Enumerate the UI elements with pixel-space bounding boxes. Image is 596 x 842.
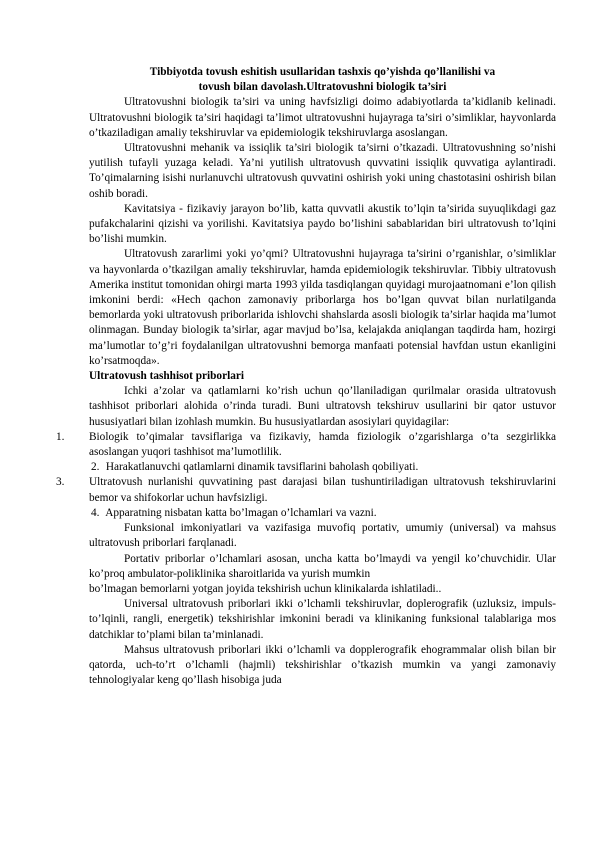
paragraph-special: Mahsus ultratovush priborlari ikki o’lchamli va dopplerografik ehogrammalar olish bilan bir qatorda, uch-to’rt o’lchamli (hajmli) tekshirishlar o’tkazish mumkin va yangi zamonaviy tehnologiyalar keng qo’llash hisobiga juda (89, 643, 556, 687)
list-item-text: Biologik to’qimalar tavsiflariga va fizikaviy, hamda fiziologik o’zgarishlarga o’ta sezgirlikka asoslangan yuqori tashhisot ma’lumotlilik. (89, 430, 556, 459)
list-item (89, 506, 556, 521)
list-item-number: 2. (91, 461, 100, 474)
section-heading: Ultratovush tashhisot priborlari (89, 370, 245, 383)
list-item-text: Apparatning nisbatan katta bo’lmagan o’lchamlari va vazni. (105, 506, 377, 519)
title-line-1: Tibbiyotda tovush eshitish usullaridan tashxis qo’yishda qo’llanilishi va (149, 66, 496, 78)
document-body (56, 65, 556, 688)
paragraph-portable-b: bo’lmagan bemorlarni yotgan joyida tekshirish uchun klinikalarda ishlatiladi.. (89, 582, 442, 595)
paragraph-universal: Universal ultratovush priborlari ikki o’lchamli tekshiruvlar, doplerografik (uzluksiz, impuls-to’lqinli, rangli, energetik) tekshirishlar imkonini beradi va klinikaning funksional talablariga mos datchiklar to’plami bilan ta’minlanadi. (89, 598, 556, 641)
list-item (56, 430, 556, 460)
paragraph-portable-a: Portativ priborlar o’lchamlari asosan, uncha katta bo’lmaydi va yengil ko’chuvchidir. Ular ko’proq ambulator-poliklinika sharoitlarida va yurish mumkin (89, 552, 556, 580)
list-item-number: 3. (56, 476, 65, 489)
title-line-2: tovush bilan davolash.Ultratovushni biologik ta’siri (198, 81, 447, 94)
list-item (56, 475, 556, 505)
list-item-text: Harakatlanuvchi qatlamlarni dinamik tavsiflarini baholash qobiliyati. (105, 461, 419, 474)
paragraph-devices-intro: Ichki a’zolar va qatlamlarni ko’rish uchun qo’llaniladigan qurilmalar orasida ultratovush tashhisot priborlari alohida o’rinda turadi. Buni ultratovsh tekshiruv usullarini bir qator ustuvor hususiyatlari bilan izohlash mumkin. Bu hususiyatlardan asosiylari quyidagilar: (89, 385, 556, 428)
document-title (89, 65, 556, 95)
list-item (89, 460, 556, 475)
list-item-number: 1. (56, 430, 65, 443)
features-list (56, 430, 556, 521)
list-item-number: 4. (91, 506, 100, 519)
paragraph-biological-effect: Ultratovushni biologik ta’siri va uning havfsizligi doimo adabiyotlarda ta’kidlanib kelinadi. Ultratovushni biologik ta’siri haqidagi ta’limot ultratovushni hujayraga ta’siri o’simliklar, hayvonlarda o’tkaziladigan amaliy tekshiruvlar va epidemiologik tekshiruvlarga asoslangan. (89, 96, 556, 139)
paragraph-harmfulness: Ultratovush zararlimi yoki yo’qmi? Ultratovushni hujayraga ta’sirini o’rganishlar, o’simliklar va hayvonlarda o’tkazilgan amaliy tekshiruvlar, hamda epidemiologik tekshiruvlar. Tibbiy ultratovush Amerika institut tomonidan ohirgi marta 1993 yilda tasdiqlangan quyidagi murojaatnomani e’lon qilish imkonini berdi: «Hech qachon zamonaviy priborlarga hos bo’lgan quvvat bilan nurlatilganda bemorlarda yoki ultratovush priborlarida ishlovchi shahslarda asosli biologik ta’sirlar haqida ma’lumot olinmagan. Bunday biologik ta’sirlar, agar mavjud bo’lsa, kelajakda aniqlangan taqdirda ham, hozirgi ma’lumotlar to’g’ri foydalanilgan ultratovushni bemorga manfaati potensial havfdan ustun ekanligini ko’rsatmoqda». (89, 248, 556, 367)
paragraph-device-types: Funksional imkoniyatlari va vazifasiga muvofiq portativ, umumiy (universal) va mahsus ultratovush priborlari farqlanadi. (89, 522, 556, 550)
paragraph-cavitation: Kavitatsiya - fizikaviy jarayon bo’lib, katta quvvatli akustik to’lqin ta’sirida suyuqlikdagi gaz pufakchalarini qizishi va yorilishi. Kavitatsiya paydo bo’lishini sabablaridan biri ultratovush to’lqini bo’lishi mumkin. (89, 202, 556, 246)
list-item-text: Ultratovush nurlanishi quvvatining past darajasi bilan tushuntiriladigan ultratovush tekshiruvlarini bemor va shifokorlar uchun havfsizligi. (89, 476, 556, 504)
paragraph-mechanical-thermal: Ultratovushni mehanik va issiqlik ta’siri biologik ta’sirni o’tkazadi. Ultratovushning so’nishi yutilish tufayli yuzaga keladi. Ya’ni yutilish ultratovush quvvatini issiqlik quvvatiga aylantiradi. To’qimalarning isishi nurlanuvchi ultratovush quvvatini oshirish yoki uning chastotasini oshirish bilan oshib boradi. (89, 142, 556, 200)
